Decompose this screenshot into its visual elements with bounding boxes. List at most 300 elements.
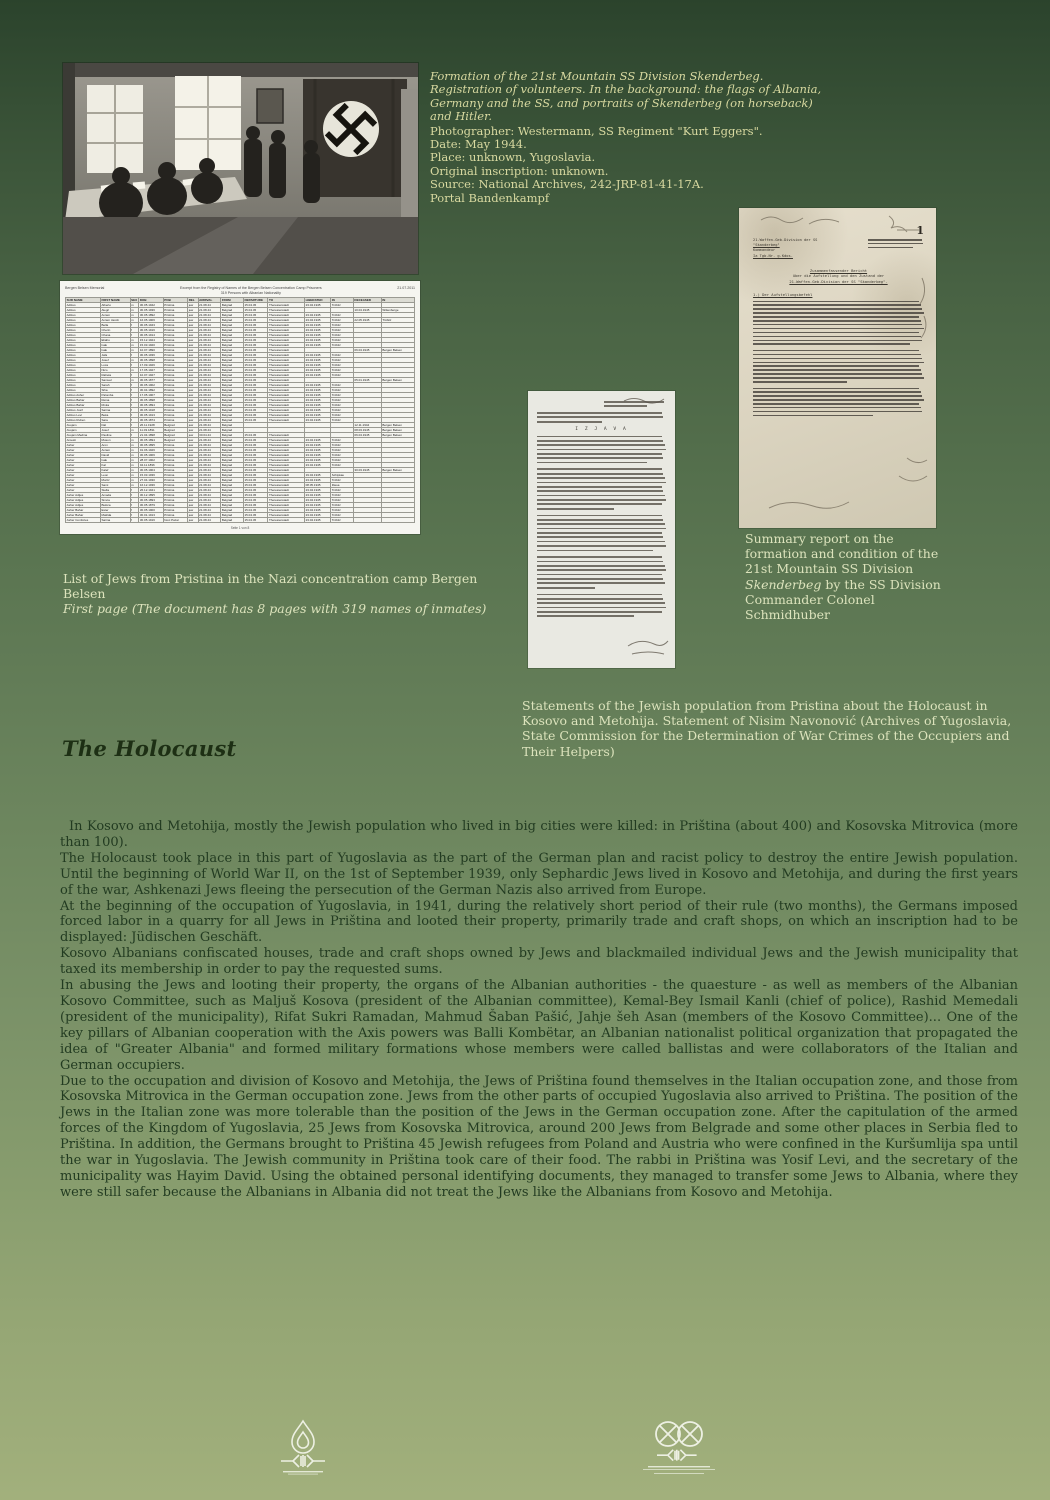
table-cell: Theresienstadt <box>268 328 305 333</box>
table-cell: 21.08.44 <box>198 368 221 373</box>
typed-line <box>753 388 919 390</box>
table-cell: Pristina <box>163 328 187 333</box>
bergen-doc-footer: Seite 1 von 8 <box>230 526 250 531</box>
typed-line <box>537 495 665 497</box>
table-cell: 21.08.44 <box>198 403 221 408</box>
table-cell: Pristina <box>163 468 187 473</box>
table-cell: Bergen Belsen <box>381 423 414 428</box>
bergen-doc-header <box>65 286 415 295</box>
typed-line <box>753 340 922 342</box>
table-cell: Asher Adijes <box>66 493 101 498</box>
table-cell: Adizes <box>66 303 101 308</box>
table-cell: Cherin <box>100 328 130 333</box>
table-cell: 21.08.44 <box>198 398 221 403</box>
table-cell: 21.08.44 <box>198 363 221 368</box>
table-cell: 15.04.45 <box>243 368 267 373</box>
table-cell: 12.11.1944 <box>353 423 381 428</box>
table-cell: Tröbitz <box>331 408 354 413</box>
table-cell: m <box>130 463 139 468</box>
table-cell: Dal <box>100 423 130 428</box>
table-cell: m <box>130 338 139 343</box>
table-cell: Adizes Bahar <box>66 398 101 403</box>
table-cell: Tröbitz <box>331 318 354 323</box>
table-cell: 19.04.1945 <box>304 473 330 478</box>
table-cell: Bergen Belsen <box>381 433 414 438</box>
table-cell: Isak <box>100 348 130 353</box>
typed-line <box>537 508 614 510</box>
table-cell: f <box>130 353 139 358</box>
table-cell: jew <box>188 468 198 473</box>
table-cell: 21.08.44 <box>198 388 221 393</box>
table-cell: Theresienstadt <box>268 438 305 443</box>
table-cell: 21.08.44 <box>198 353 221 358</box>
table-cell: Asher Bahar <box>66 508 101 513</box>
table-cell: 23.04.1945 <box>304 503 330 508</box>
table-cell: Belgrad <box>221 503 244 508</box>
table-cell: Belgrad <box>221 433 244 438</box>
typed-line <box>537 515 662 517</box>
table-cell: Theresienstadt <box>268 313 305 318</box>
typed-line <box>537 477 665 479</box>
table-cell: Pristina <box>163 493 187 498</box>
table-cell: Theresienstadt <box>268 478 305 483</box>
table-cell: f <box>130 403 139 408</box>
table-cell: Chana <box>100 333 130 338</box>
typed-line <box>753 328 924 330</box>
table-cell: Pristina <box>163 483 187 488</box>
table-cell: 15.04.45 <box>243 318 267 323</box>
typed-line <box>537 607 666 609</box>
table-cell: Kalef <box>100 468 130 473</box>
table-cell: Pristina <box>163 383 187 388</box>
body-paragraph: In Kosovo and Metohija, mostly the Jewish population who lived in big cities were killed: in Priština (about 400) and Kosovska Mitrovica (more than 100). <box>60 819 1018 850</box>
document-ss-summary-report <box>739 208 936 528</box>
bergen-registry-table <box>65 297 415 523</box>
typed-line <box>753 373 922 375</box>
table-cell: Simca <box>100 498 130 503</box>
table-cell: 23.04.1945 <box>304 388 330 393</box>
table-cell: 15.04.45 <box>243 468 267 473</box>
table-cell: Tröbitz <box>331 398 354 403</box>
typed-line <box>753 343 910 345</box>
table-cell: 15.04.45 <box>243 323 267 328</box>
table-cell: jew <box>188 358 198 363</box>
typed-line <box>753 324 922 326</box>
table-cell: Theresienstadt <box>268 513 305 518</box>
table-cell: 26.11.1928 <box>139 423 163 428</box>
table-cell: Sami <box>100 483 130 488</box>
table-cell: Pristina <box>163 358 187 363</box>
table-cell: Adizes <box>66 338 101 343</box>
table-cell: Tröbitz <box>331 493 354 498</box>
typed-line <box>537 541 665 543</box>
table-cell: Adizes <box>66 373 101 378</box>
barbed-wire-icon <box>281 1455 325 1467</box>
table-cell: Adizes <box>66 323 101 328</box>
table-cell: Pristina <box>163 398 187 403</box>
table-cell: Belgrad <box>221 328 244 333</box>
table-cell: Josef <box>100 428 130 433</box>
typed-line <box>753 301 919 303</box>
barbed-wire-icon <box>657 1450 697 1461</box>
table-cell: jew <box>188 363 198 368</box>
table-cell: 15.04.45 <box>243 343 267 348</box>
table-cell: Theresienstadt <box>268 393 305 398</box>
table-cell: 23.04.1945 <box>304 368 330 373</box>
typed-line <box>753 362 924 364</box>
statement-date-block <box>604 401 666 407</box>
table-cell: 15.04.45 <box>243 503 267 508</box>
table-cell: Tröbitz <box>331 393 354 398</box>
typed-line <box>537 611 662 613</box>
table-cell: 23.04.1945 <box>304 408 330 413</box>
typed-paragraph <box>753 388 924 417</box>
column-header: DEPARTURE <box>243 298 267 303</box>
table-cell: 21.08.44 <box>198 333 221 338</box>
table-cell: Tröbitz <box>331 508 354 513</box>
table-cell: jew <box>188 368 198 373</box>
table-cell: 23.04.1945 <box>304 498 330 503</box>
body-paragraph: At the beginning of the occupation of Yugoslavia, in 1941, during the relatively short period of their rule (two months), the Germans imposed forced labor in a quarry for all Jews in Priština and looted their property, primarily trade and craft shops, on which an inscription had to be displayed: Jüdischen Geschäft. <box>60 898 1018 946</box>
table-cell: m <box>130 358 139 363</box>
table-cell: Tröbitz <box>331 388 354 393</box>
table-cell: Asher <box>66 453 101 458</box>
table-cell: jew <box>188 353 198 358</box>
table-cell: 17.05.1927 <box>139 368 163 373</box>
typed-line <box>537 486 662 488</box>
table-cell: jew <box>188 503 198 508</box>
column-header: FIRST NAME <box>100 298 130 303</box>
table-cell: Siha <box>100 388 130 393</box>
table-cell: Tröbitz <box>331 463 354 468</box>
table-cell: 30.05.1916 <box>139 328 163 333</box>
table-cell: Pristina <box>163 503 187 508</box>
table-cell: Asher <box>66 468 101 473</box>
table-cell: Theresienstadt <box>268 378 305 383</box>
table-cell: 21.08.44 <box>198 318 221 323</box>
table-cell: m <box>130 473 139 478</box>
table-cell: Pristina <box>163 378 187 383</box>
table-cell: Theresienstadt <box>268 458 305 463</box>
table-cell: 30.05.1942 <box>139 303 163 308</box>
statement-heading: I Z J A V A <box>575 426 628 432</box>
table-cell: Adizes <box>66 383 101 388</box>
table-cell: 30.03.1945 <box>353 468 381 473</box>
table-cell: 21.08.44 <box>198 348 221 353</box>
table-cell: 21.08.44 <box>198 313 221 318</box>
table-cell: Sarah <box>100 383 130 388</box>
bergen-doc-org: Bergen Belsen Memorial <box>65 286 105 290</box>
table-cell: Pristina <box>163 513 187 518</box>
table-cell: 23.04.1945 <box>304 358 330 363</box>
report-section-heading: 1.) Der Aufstellungsbefehl <box>753 291 813 297</box>
table-cell: f <box>130 388 139 393</box>
typed-line <box>537 587 595 589</box>
table-cell: 21.08.44 <box>198 308 221 313</box>
typed-paragraph <box>537 515 666 552</box>
typed-paragraph <box>537 468 666 509</box>
typed-line <box>753 336 921 338</box>
table-cell: 15.04.45 <box>243 408 267 413</box>
table-cell: jew <box>188 483 198 488</box>
table-cell: 21.08.44 <box>198 488 221 493</box>
table-cell: Luca <box>100 363 130 368</box>
table-cell: Nico <box>100 368 130 373</box>
table-cell: 08.05.1945 <box>304 483 330 488</box>
table-cell: Tröbitz <box>331 453 354 458</box>
table-cell: 06.04.1945 <box>353 348 381 353</box>
table-cell: f <box>130 323 139 328</box>
table-cell: jew <box>188 433 198 438</box>
table-cell: jew <box>188 303 198 308</box>
table-cell: 23.04.1945 <box>304 413 330 418</box>
table-cell: Tröbitz <box>331 518 354 523</box>
table-cell: 15.04.45 <box>243 488 267 493</box>
table-cell: Belgrad <box>221 368 244 373</box>
table-cell: Kal <box>100 463 130 468</box>
table-cell: m <box>130 348 139 353</box>
table-cell: Asher <box>66 483 101 488</box>
table-cell: Tröbitz <box>331 503 354 508</box>
table-cell: Adizes <box>66 353 101 358</box>
typed-line <box>537 602 665 604</box>
table-cell: Theresienstadt <box>268 518 305 523</box>
table-cell: Pristina <box>163 338 187 343</box>
table-cell: 10.07.1927 <box>139 373 163 378</box>
photo-caption-line: Source: National Archives, 242-JRP-81-41-17A. <box>430 177 704 192</box>
table-cell: Theresienstadt <box>268 308 305 313</box>
table-cell: Tröbitz <box>331 333 354 338</box>
table-cell: Theresienstadt <box>268 448 305 453</box>
table-cell: Theresienstadt <box>268 413 305 418</box>
table-cell: jew <box>188 398 198 403</box>
table-cell: Asher <box>66 443 101 448</box>
table-cell: Pristina <box>163 343 187 348</box>
table-cell: Belgrad <box>221 438 244 443</box>
table-cell: Tröbitz <box>331 373 354 378</box>
table-cell: m <box>130 308 139 313</box>
table-cell: Amada <box>100 493 130 498</box>
bergen-caption-line1: List of Jews from Pristina in the Nazi concentration camp Bergen Belsen <box>63 571 478 602</box>
table-cell: Asher <box>66 448 101 453</box>
bergen-caption <box>63 571 503 617</box>
table-cell: 21.08.44 <box>198 503 221 508</box>
table-cell: Bergen Belsen <box>381 348 414 353</box>
portrait-frame <box>257 89 283 123</box>
table-cell: Alberto <box>100 303 130 308</box>
table-cell: Tröbitz <box>331 328 354 333</box>
table-cell: 23.04.1945 <box>304 443 330 448</box>
typed-line <box>537 578 663 580</box>
body-text <box>60 819 1018 1201</box>
report-unit-block: 21.Waffen-Geb.Division der SS "Skanderbeg" Kommandeur Ia Tgb.Nr. g.Kdos. <box>753 238 818 258</box>
table-cell: Leon <box>100 473 130 478</box>
table-cell: Belgrad <box>221 303 244 308</box>
table-cell: 23.04.1945 <box>304 463 330 468</box>
table-cell: Asher Adijes <box>66 503 101 508</box>
table-cell: Belgrad <box>221 353 244 358</box>
table-cell: 21.08.44 <box>198 473 221 478</box>
table-cell: jew <box>188 438 198 443</box>
doorway <box>401 89 418 217</box>
table-cell: jew <box>188 308 198 313</box>
table-cell: Bergen Belsen <box>381 378 414 383</box>
table-cell: m <box>130 448 139 453</box>
table-cell: Belgrad <box>221 513 244 518</box>
table-cell: Adizes <box>66 318 101 323</box>
typed-line <box>753 377 924 379</box>
table-cell: jew <box>188 338 198 343</box>
table-cell: jew <box>188 513 198 518</box>
typed-paragraph <box>537 556 666 588</box>
typed-line <box>537 615 634 617</box>
typed-line <box>753 407 921 409</box>
table-cell: 30.05.1895 <box>139 443 163 448</box>
table-cell: Belgrad <box>221 388 244 393</box>
table-cell: Tröbitz <box>331 513 354 518</box>
bergen-doc-date: 21.07.2011 <box>397 286 415 290</box>
table-cell: Reina <box>100 398 130 403</box>
table-cell: 15.04.45 <box>243 328 267 333</box>
photo-ceiling-band <box>63 63 418 77</box>
body-paragraph: The Holocaust took place in this part of Yugoslavia as the part of the German plan and racist policy to destroy the entire Jewish population. Until the beginning of World War II, on the 1st of September 1939, only Sephardic Jews lived in Kosovo and Metohija, and during the first years of the war, Ashkenazi Jews fleeing the persecution of the German Nazis also arrived from Europe. <box>60 850 1018 898</box>
table-cell: 28.07.1902 <box>139 458 163 463</box>
typed-line <box>537 561 663 563</box>
table-cell: jew <box>188 493 198 498</box>
table-cell: 01.06.1926 <box>139 448 163 453</box>
table-cell: Adizes Levi <box>66 413 101 418</box>
table-cell: m <box>130 478 139 483</box>
table-cell: 30.05.1916 <box>139 518 163 523</box>
typed-line <box>537 473 663 475</box>
typed-line <box>537 412 662 414</box>
typed-line <box>537 556 662 558</box>
table-cell: Theresienstadt <box>268 363 305 368</box>
window <box>175 76 241 170</box>
column-header: IN <box>381 298 414 303</box>
logo-text-line <box>288 1474 318 1475</box>
table-cell: 30.04.1892 <box>139 388 163 393</box>
table-cell: Pristina <box>163 473 187 478</box>
table-cell: m <box>130 313 139 318</box>
table-cell: f <box>130 423 139 428</box>
table-cell: 15.12.1924 <box>139 338 163 343</box>
table-cell: jew <box>188 518 198 523</box>
table-cell: Belgrad <box>221 428 244 433</box>
table-cell: Adizes <box>66 378 101 383</box>
table-cell: 15.04.45 <box>243 463 267 468</box>
table-cell: Belgrad <box>221 423 244 428</box>
table-cell: 06.04.1945 <box>353 433 381 438</box>
table-cell: Ester <box>100 508 130 513</box>
table-cell: Theresienstadt <box>268 488 305 493</box>
table-cell: jew <box>188 423 198 428</box>
table-cell: 15.04.45 <box>243 438 267 443</box>
table-cell: 30.05.1918 <box>139 408 163 413</box>
table-cell: Theresienstadt <box>268 333 305 338</box>
table-cell: 15.04.45 <box>243 333 267 338</box>
table-cell: Moritz <box>100 478 130 483</box>
table-cell: 10.07.1890 <box>139 348 163 353</box>
table-cell: Belgrad <box>221 313 244 318</box>
table-cell: Adizes <box>66 358 101 363</box>
table-cell: 23.04.1945 <box>304 383 330 388</box>
table-cell: f <box>130 328 139 333</box>
table-cell: Theresienstadt <box>268 473 305 478</box>
table-cell: 23.04.1945 <box>304 478 330 483</box>
table-cell: Belgrad <box>221 508 244 513</box>
table-cell: 15.04.45 <box>243 383 267 388</box>
table-cell: 23.04.1945 <box>304 518 330 523</box>
typed-paragraph <box>537 594 666 618</box>
table-cell: Tröbitz <box>331 418 354 423</box>
typed-line <box>537 565 665 567</box>
table-cell: Theresienstadt <box>268 498 305 503</box>
logo-text-line <box>648 1466 710 1467</box>
table-cell: 23.04.1945 <box>304 363 330 368</box>
table-cell: 21.08.44 <box>198 458 221 463</box>
table-cell: 30.05.1943 <box>139 323 163 328</box>
table-cell: jew <box>188 453 198 458</box>
table-cell: Belgrad <box>221 458 244 463</box>
table-cell: 23.04.1945 <box>304 343 330 348</box>
typed-line <box>537 440 663 442</box>
table-cell: Pristina <box>163 448 187 453</box>
column-header: TO <box>268 298 305 303</box>
typed-line <box>537 449 666 451</box>
column-header: IN <box>331 298 354 303</box>
typed-line <box>753 320 921 322</box>
table-cell: 21.08.44 <box>198 443 221 448</box>
table-cell: Belgrad <box>221 333 244 338</box>
table-cell: 21.08.44 <box>198 358 221 363</box>
flame-in-barbed-wire-logo <box>281 1419 325 1475</box>
table-cell: Belgrad <box>221 373 244 378</box>
table-cell: Bukica <box>100 503 130 508</box>
table-cell: Tröbitz <box>331 383 354 388</box>
table-cell: Belgrad <box>221 418 244 423</box>
table-cell: jew <box>188 318 198 323</box>
column-header: REL <box>188 298 198 303</box>
typed-line <box>537 499 666 501</box>
table-cell: Asher <box>66 458 101 463</box>
table-cell: Pristina <box>163 488 187 493</box>
table-cell: Tröbitz <box>331 438 354 443</box>
table-cell: 15.04.45 <box>243 413 267 418</box>
table-cell: Belgrad <box>221 468 244 473</box>
typed-line <box>537 569 666 571</box>
table-cell: 17.09.1926 <box>139 363 163 368</box>
typed-line <box>753 304 921 306</box>
table-cell: 21.08.44 <box>198 498 221 503</box>
table-cell: Pristina <box>163 393 187 398</box>
table-cell: Theresienstadt <box>268 323 305 328</box>
table-cell: Matilda <box>100 513 130 518</box>
table-cell: 15.03.1936 <box>139 473 163 478</box>
table-cell: 30.05.1906 <box>139 453 163 458</box>
table-cell: Belgrad <box>221 348 244 353</box>
photo-caption-line: Place: unknown, Yugoslavia. <box>430 150 596 165</box>
table-cell: f <box>130 333 139 338</box>
table-cell: Tröbitz <box>331 498 354 503</box>
typed-line <box>753 354 921 356</box>
table-cell: Theresienstadt <box>268 468 305 473</box>
table-cell: Tröbitz <box>331 403 354 408</box>
typed-line <box>537 574 662 576</box>
table-cell: Tröbitz <box>331 338 354 343</box>
table-cell: Adizes <box>66 343 101 348</box>
table-cell: 21.08.44 <box>198 478 221 483</box>
